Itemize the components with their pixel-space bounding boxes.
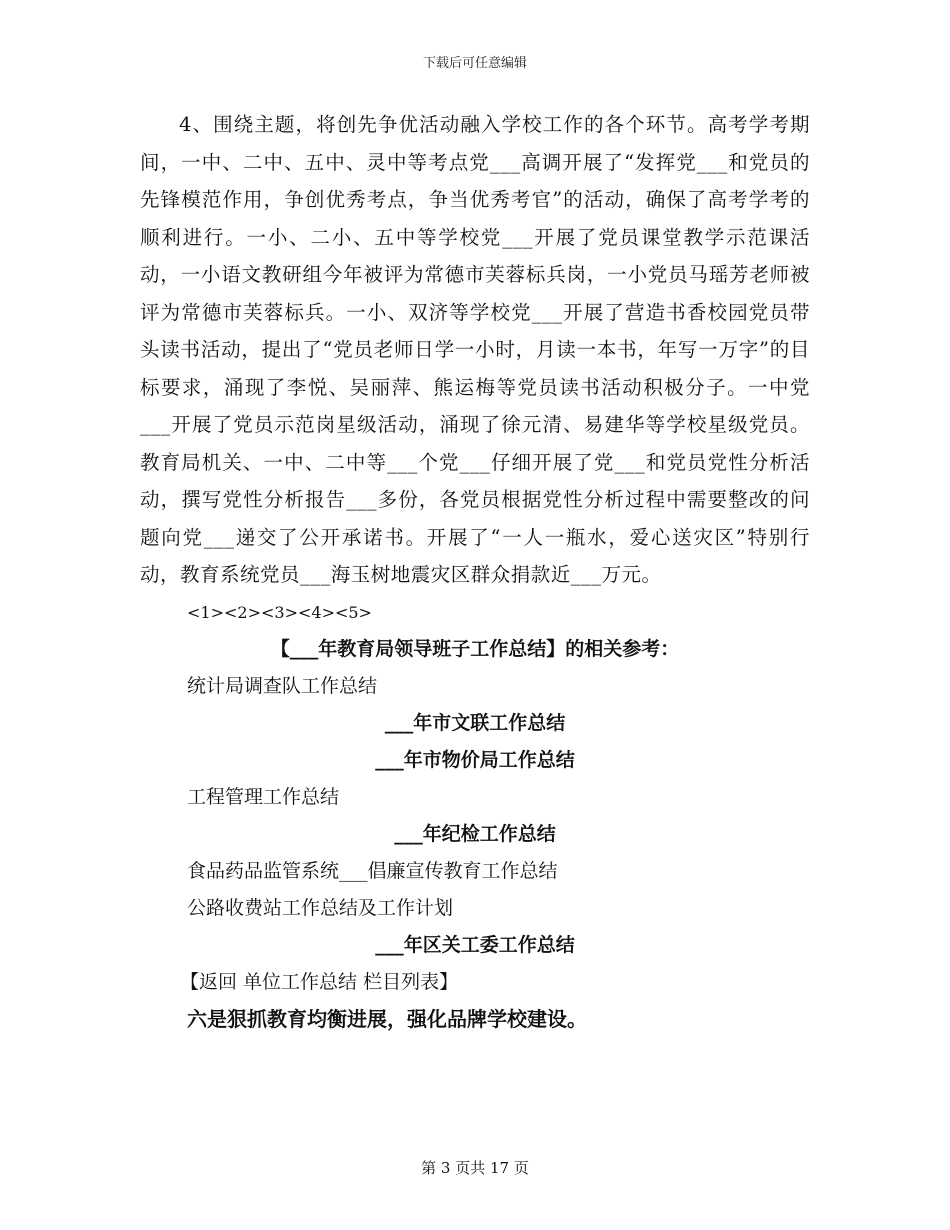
related-link-4[interactable]: 工程管理工作总结 xyxy=(187,785,340,808)
related-link-1[interactable]: 统计局调查队工作总结 xyxy=(187,674,378,697)
related-link-5[interactable]: ___年纪检工作总结 xyxy=(394,822,556,845)
related-link-6[interactable]: 食品药品监管系统___倡廉宣传教育工作总结 xyxy=(187,859,558,882)
pagination-links[interactable]: <1><2><3><4><5> xyxy=(187,602,372,622)
body-paragraph: 4、围绕主题，将创先争优活动融入学校工作的各个环节。高考学考期间，一中、二中、五中、灵中等考点党___高调开展了“发挥党___和党员的先锋模范作用，争创优秀考点，争当优秀考官”的活动，确保了高考学考的顺利进行。一小、二小、五中等学校党___开展了党员课堂教学示范课活动，一小语文教研组今年被评为常德市芙蓉标兵岗，一小党员马瑶芳老师被评为常德市芙蓉标兵。一小、双济等学校党___开展了营造书香校园党员带头读书活动，提出了“党员老师日学一小时，月读一本书，年写一万字”的目标要求，涌现了李悦、吴丽萍、熊运梅等党员读书活动积极分子。一中党___开展了党员示范岗星级活动，涌现了徐元清、易建华等学校星级党员。教育局机关、一中、二中等___个党___仔细开展了党___和党员党性分析活动，撰写党性分析报告___多份，各党员根据党性分析过程中需要整改的问题向党___递交了公开承诺书。开展了“一人一瓶水，爱心送灾区”特别行动，教育系统党员___海玉树地震灾区群众捐款近___万元。 xyxy=(140,113,810,586)
related-link-2[interactable]: ___年市文联工作总结 xyxy=(384,711,566,734)
back-to-list-link[interactable]: 【返回 单位工作总结 栏目列表】 xyxy=(180,970,459,993)
page-number: 第 3 页共 17 页 xyxy=(421,1159,529,1177)
related-heading: 【___年教育局领导班子工作总结】的相关参考： xyxy=(270,637,680,660)
related-link-7[interactable]: 公路收费站工作总结及工作计划 xyxy=(187,896,454,919)
document-body xyxy=(140,106,810,1038)
related-link-3[interactable]: ___年市物价局工作总结 xyxy=(375,748,575,771)
page-header: 下载后可任意编辑 xyxy=(422,56,527,71)
closing-sentence: 六是狠抓教育均衡进展，强化品牌学校建设。 xyxy=(187,1006,587,1031)
related-link-8[interactable]: ___年区关工委工作总结 xyxy=(375,933,575,956)
